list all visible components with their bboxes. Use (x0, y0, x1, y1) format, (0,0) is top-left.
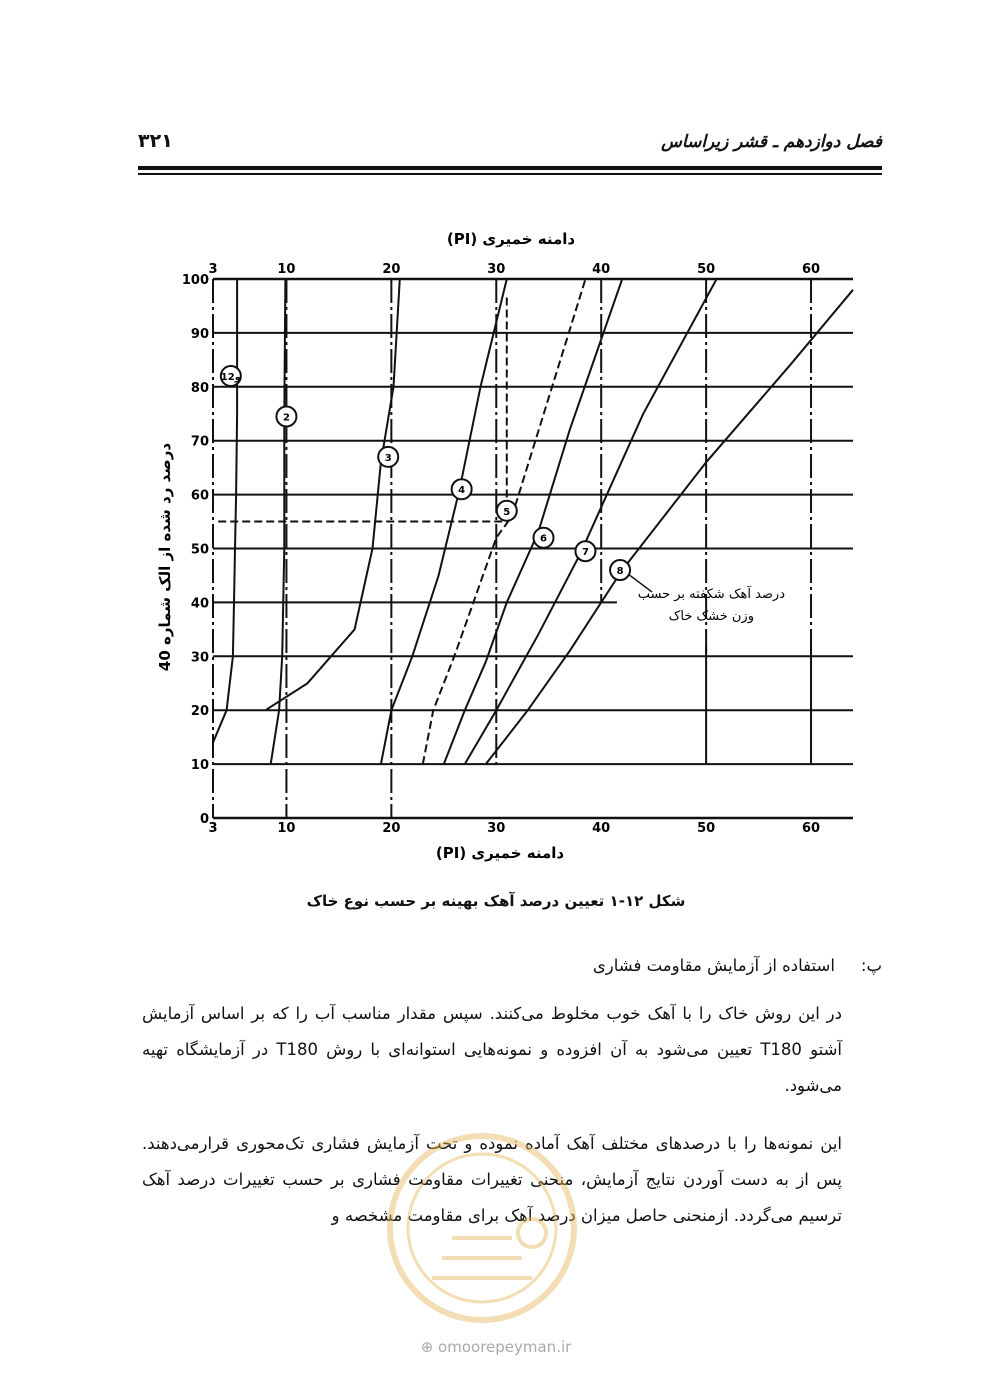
annotation-line: وزن خشک خاک (668, 609, 755, 625)
y-axis-title: درصد رد شده از الک شماره 40 (156, 442, 174, 672)
curve-label-text: 3 (384, 452, 392, 464)
x-tick-label-top: 50 (697, 262, 716, 277)
paragraph-2: این نمونه‌ها را با درصدهای مختلف آهک آماده نموده و تحت آزمایش فشاری تک‌محوری قرارمی‌دهند. پس از به دست آوردن نتایج آزمایش، منحنی تغییرات مقاومت فشاری بر حسب تغییرات درصد آهک ترسیم می‌گردد. ازمنحنی حاصل میزان درصد آهک برای مقاومت مشخصه و (142, 1134, 842, 1225)
x-tick-label-bottom: 30 (487, 821, 506, 836)
y-tick-label: 80 (190, 380, 209, 396)
curve-label-text: 7 (581, 547, 589, 559)
header-rule-thin (138, 173, 882, 175)
curve-label-text: 2 (282, 412, 290, 424)
y-tick-label: 70 (190, 434, 209, 450)
figure-caption: شکل ۱۲-۱ تعیین درصد آهک بهینه بر حسب نوع خاک (306, 892, 686, 910)
curves (213, 279, 853, 764)
running-head: فصل دوازدهم ـ قشر زیراساس (661, 132, 882, 152)
x-tick-label-bottom: 60 (801, 821, 821, 836)
curve-label-text: 4 (458, 485, 466, 497)
curve-label-marker (378, 447, 398, 467)
curve-label-marker (575, 541, 595, 561)
globe-icon: ⊕ (420, 1338, 434, 1356)
footer-website-text: omoorepeyman.ir (438, 1338, 572, 1356)
x-tick-label-bottom: 20 (382, 821, 401, 836)
curve-label-marker (497, 501, 517, 521)
y-tick-label: 40 (190, 596, 209, 612)
y-tick-label: 30 (190, 650, 209, 666)
curve-label-text: 8 (616, 566, 624, 578)
x-tick-label-top: 60 (801, 262, 821, 277)
y-tick-label: 60 (190, 488, 209, 504)
x-tick-label-bottom: 3 (208, 821, 218, 836)
curve-label-marker (610, 560, 630, 580)
header-rule-thick (138, 166, 882, 170)
section-title: استفاده از آزمایش مقاومت فشاری (592, 956, 835, 975)
page-number: ۳۲۱ (138, 130, 173, 152)
curve-1 (213, 279, 237, 743)
curve-label-marker (533, 528, 553, 548)
x-tick-label-top: 40 (592, 262, 611, 277)
y-tick-label: 100 (181, 273, 209, 288)
y-tick-label: 0 (199, 812, 209, 827)
curve-label-text: 5 (503, 506, 511, 518)
x-axis-title-bottom: دامنه خمیری (PI) (435, 844, 565, 862)
y-tick-label: 50 (190, 542, 209, 558)
curve-label-marker (276, 406, 296, 426)
x-tick-label-top: 3 (208, 262, 218, 277)
gridlines (213, 279, 853, 818)
curve-label-text: 6 (540, 533, 547, 545)
x-axis-title-top: دامنه خمیری (PI) (446, 230, 576, 248)
y-tick-label: 20 (190, 704, 209, 720)
x-tick-label-bottom: 50 (697, 821, 716, 836)
curve-label-marker (221, 366, 241, 386)
paragraph-1: در این روش خاک را با آهک خوب مخلوط می‌کنند. سپس مقدار مناسب آب را که بر اساس آزمایش آشتو T180 تعیین می‌شود به آن افزوده و نمونه‌هایی استوانه‌ای با روش T180 در آزمایشگاه تهیه می‌شود. (142, 1004, 842, 1095)
x-tick-label-top: 30 (487, 262, 506, 277)
y-tick-label: 90 (190, 326, 209, 342)
curve-7 (465, 279, 717, 764)
watermark-seal-icon (382, 1128, 582, 1328)
section-marker: پ: (860, 956, 882, 975)
footer-website (0, 1338, 992, 1356)
curve-label-marker (452, 479, 472, 499)
x-tick-label-top: 20 (382, 262, 401, 277)
x-tick-label-bottom: 10 (277, 821, 296, 836)
lime-percentage-chart (140, 222, 880, 872)
x-tick-label-top: 10 (277, 262, 296, 277)
y-tick-label: 10 (190, 758, 209, 774)
annotation-line: درصد آهک شکفته بر حسب (637, 587, 786, 603)
curve-label-text: 1و2 (220, 372, 241, 384)
x-tick-label-bottom: 40 (592, 821, 611, 836)
section-heading (593, 956, 882, 975)
